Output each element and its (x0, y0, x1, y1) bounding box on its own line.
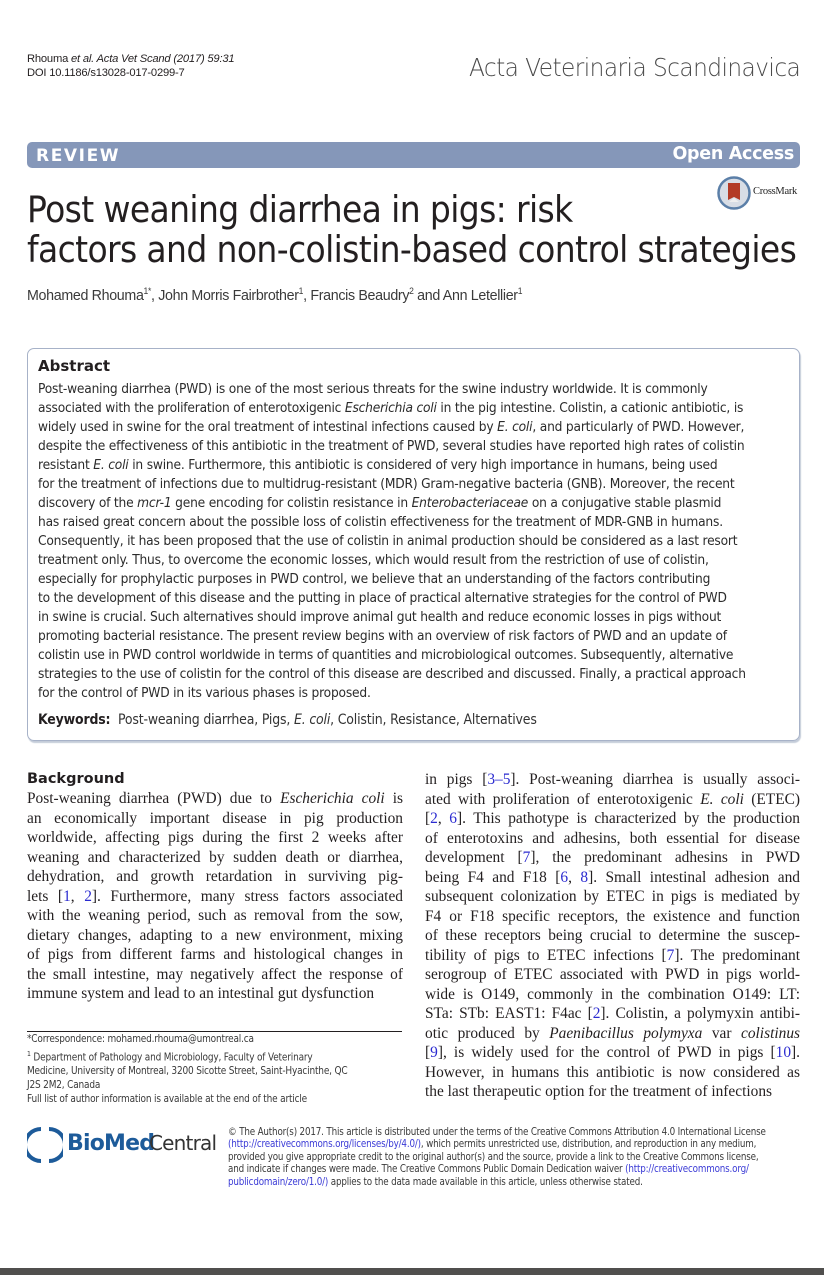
reference-link[interactable]: 2 (84, 887, 92, 905)
keyword: Pigs (261, 712, 287, 728)
text-line: STa: STb: EAST1: F4ac [2]. Colistin, a polymyxin antibi- (425, 1005, 800, 1022)
article-type-banner (27, 142, 800, 168)
text-line: serogroup of ETEC associated with PWD in pigs world- (425, 966, 800, 983)
text-line: lets [1, 2]. Furthermore, many stress factors associated (27, 887, 403, 905)
text-line: tibility of pigs to ETEC infections [7]. The predominant (425, 946, 800, 964)
italic-term: colistinus (741, 1024, 800, 1042)
text-line: dehydration, and growth retardation in surviving pig- (27, 868, 403, 885)
citation-author: Rhouma (27, 53, 71, 65)
text-line: treatment only. Thus, to overcome the economic losses, which would result from the restriction of use of colistin, (38, 552, 709, 568)
author-list: Mohamed Rhouma$^{1*}$, John Morris Fairbrother$^1$, Francis Beaudry$^2$ and Ann Letellier$^1$ (27, 286, 523, 304)
bmc-bracket-icon (27, 1126, 63, 1164)
text-line: provided you give appropriate credit to the original author(s) and the source, provide a link to the Creative Commons license, (228, 1151, 759, 1163)
text-line: Consequently, it has been proposed that the use of colistin in animal production should be considered as a last resort (38, 533, 738, 549)
text-line: despite the effectiveness of this antibiotic in the treatment of PWD, several studies have reported high rates of colistin (38, 438, 745, 454)
text-line: to the development of this disease and the putting in place of practical alternative strategies for the control of PWD (38, 590, 727, 606)
reference-link[interactable]: 3–5 (487, 771, 511, 788)
author-name[interactable]: Ann Letellier (442, 287, 518, 304)
text-line: of pigs from different farms and histological changes in (27, 946, 403, 963)
text-line: an economically important disease in pig production (27, 809, 403, 827)
reference-link[interactable]: 2 (592, 1005, 601, 1022)
author-name[interactable]: Francis Beaudry (310, 287, 410, 304)
text-line: for the treatment of infections due to multidrug-resistant (MDR) Gram-negative bacteria (GNB). Moreover, the recent (38, 476, 735, 492)
background-right-column (425, 770, 800, 1102)
text-line: publicdomain/zero/1.0/) applies to the data made available in this article, unless otherwise stated. (228, 1176, 643, 1188)
keyword: Post-weaning diarrhea (117, 712, 255, 728)
text-line: of enterotoxins and adhesins, both essential for disease (425, 829, 800, 847)
text-line: colistin use in PWD control worldwide in terms of quantities and microbiological outcomes. Subsequently, alternative (38, 647, 734, 663)
affiliation-line-3: J2S 2M2, Canada (27, 1080, 101, 1092)
keyword: Alternatives (463, 712, 537, 728)
text-line: worldwide, affecting pigs during the first 2 weeks after (27, 829, 403, 846)
text-line: of these receptors being crucial to determine the suscep- (425, 927, 800, 944)
author-affiliation: 1* (143, 286, 151, 296)
article-type-label: REVIEW (36, 146, 121, 166)
italic-term: E. coli (93, 457, 129, 473)
text-line: has raised great concern about the possible loss of colistin effectiveness for the treatment of MDR-GNB in humans. (38, 514, 723, 530)
author-affiliation: 1 (517, 286, 523, 296)
text-line: subsequent colonization by ETEC in pigs is mediated by (425, 888, 800, 905)
open-access-label: Open Access (672, 144, 794, 164)
title-line-1: Post weaning diarrhea in pigs: risk (27, 188, 573, 231)
license-link[interactable]: (http://creativecommons.org/ (625, 1164, 749, 1176)
author-affiliation: 1 (298, 286, 304, 296)
abstract-box (27, 348, 800, 741)
affiliation-line-1: $^1$ Department of Pathology and Microbiology, Faculty of Veterinary (27, 1050, 313, 1064)
text-line: discovery of the mcr-1 gene encoding for colistin resistance in Enterobacteriaceae on a conjugative stable plasmid (38, 495, 722, 511)
doi[interactable]: DOI 10.1186/s13028-017-0299-7 (27, 67, 185, 79)
author-info-note: Full list of author information is available at the end of the article (27, 1094, 308, 1106)
text-line: promoting bacterial resistance. The present review begins with an overview of risk factors of PWD and an update of (38, 628, 727, 644)
text-line: immune system and lead to an intestinal gut dysfunction (27, 985, 375, 1002)
correspondence[interactable]: *Correspondence: mohamed.rhouma@umontreal.ca (27, 1034, 254, 1045)
text-line: being F4 and F18 [6, 8]. Small intestinal adhesion and (425, 868, 800, 886)
reference-link[interactable]: 9 (430, 1044, 438, 1061)
text-line: ated with proliferation of enterotoxigenic E. coli (ETEC) (425, 790, 800, 808)
reference-link[interactable]: 6 (449, 810, 457, 827)
affiliation-line-2: Medicine, University of Montreal, 3200 Sicotte Street, Saint-Hyacinthe, QC (27, 1066, 348, 1078)
text-line: otic produced by Paenibacillus polymyxa var colistinus (425, 1024, 800, 1042)
license-link[interactable]: publicdomain/zero/1.0/) (228, 1176, 329, 1188)
text-line: widely used in swine for the oral treatment of intestinal infections caused by E. coli, and particularly of PWD. However, (38, 419, 745, 435)
reference-link[interactable]: 10 (775, 1044, 792, 1061)
text-line: and indicate if changes were made. The Creative Commons Public Domain Dedication waiver (http://creativecommons.org/ (228, 1164, 749, 1176)
keywords-list: Post-weaning diarrhea, Pigs, E. coli, Colistin, Resistance, Alternatives (117, 712, 537, 728)
keyword: E. coli (293, 712, 331, 728)
text-line: the small intestine, may negatively affect the response of (27, 965, 403, 983)
citation-journal: et al. Acta Vet Scand (2017) 59:31 (71, 53, 235, 65)
text-line: for the control of PWD in its various phases is proposed. (38, 685, 371, 701)
author-name[interactable]: John Morris Fairbrother (158, 287, 299, 304)
text-line: strategies to the use of colistin for the control of this disease are described and discussed. Finally, a practical approach (38, 666, 746, 682)
reference-link[interactable]: 1 (63, 887, 71, 905)
text-line: F4 or F18 specific receptors, the existence and function (425, 907, 800, 925)
crossmark-label: CrossMark (753, 186, 797, 197)
keywords-label: Keywords: (38, 712, 111, 728)
text-line: especially for prophylactic purposes in PWD control, we believe that an understanding of the factors contributing (38, 571, 711, 587)
reference-link[interactable]: 2 (430, 810, 438, 827)
text-line: resistant E. coli in swine. Furthermore, this antibiotic is considered of very high importance in humans, being used (38, 457, 718, 473)
text-line: development [7], the predominant adhesins in PWD (425, 849, 800, 866)
abstract-heading: Abstract (38, 357, 111, 375)
text-line: Post-weaning diarrhea (PWD) due to Escherichia coli is (27, 790, 404, 807)
text-line: (http://creativecommons.org/licenses/by/4.0/), which permits unrestricted use, distribution, and reproduction in any medium, (228, 1139, 757, 1151)
text-line: However, in humans this antibiotic is now considered as (425, 1063, 800, 1081)
text-line: Post-weaning diarrhea (PWD) is one of the most serious threats for the swine industry worldwide. It is commonly (38, 381, 708, 397)
license-link[interactable]: (http://creativecommons.org/licenses/by/4.0/) (228, 1139, 421, 1151)
text-line: wide is O149, commonly in the combination O149: LT: (425, 985, 800, 1003)
italic-term: mcr-1 (137, 495, 172, 511)
text-line: © The Author(s) 2017. This article is distributed under the terms of the Creative Commons Attribution 4.0 International License (228, 1127, 766, 1138)
text-line: dietary changes, adapting to a new environment, mixing (27, 926, 403, 944)
reference-link[interactable]: 7 (666, 946, 675, 964)
author-affiliation: 2 (409, 286, 414, 296)
text-line: associated with the proliferation of enterotoxigenic Escherichia coli in the pig intestine. Colistin, a cationic antibiotic, is (38, 400, 744, 416)
footnote-divider (27, 1031, 402, 1032)
journal-name: Acta Veterinaria Scandinavica (468, 53, 800, 82)
citation-line (27, 52, 234, 66)
abstract-text (38, 380, 800, 703)
text-line: [2, 6]. This pathotype is characterized by the production (425, 810, 800, 827)
viewer-bottom-bar (0, 1268, 824, 1275)
italic-term: E. coli (497, 419, 533, 435)
reference-link[interactable]: 7 (522, 849, 531, 866)
text-line: in swine is crucial. Such alternatives should improve animal gut health and reduce economic losses in pigs without (38, 609, 722, 625)
bmc-logo-bold: BioMed (67, 1131, 155, 1156)
italic-term: Enterobacteriaceae (411, 495, 529, 511)
reference-link[interactable]: 6 (560, 868, 569, 886)
reference-link[interactable]: 8 (580, 868, 589, 886)
background-right-text (425, 770, 800, 1102)
italic-term: Escherichia coli (280, 790, 385, 807)
keywords (38, 712, 537, 728)
footnotes (27, 1033, 414, 1107)
italic-term: E. coli (700, 790, 744, 808)
background-left-text (27, 789, 403, 1004)
license-text (228, 1127, 813, 1189)
keyword: Resistance (390, 712, 456, 728)
author-name[interactable]: Mohamed Rhouma (27, 287, 144, 304)
italic-term: Paenibacillus polymyxa (549, 1024, 703, 1042)
text-line: weaning and characterized by sudden death or diarrhea, (27, 848, 403, 866)
italic-term: Escherichia coli (344, 400, 437, 416)
title-line-2: factors and non-colistin-based control strategies (27, 228, 797, 271)
text-line: [9], is widely used for the control of PWD in pigs [10]. (425, 1044, 800, 1061)
text-line: with the weaning period, such as removal from the sow, (27, 907, 403, 924)
background-left-column (27, 770, 403, 1004)
text-line: the last therapeutic option for the treatment of infections (425, 1083, 773, 1100)
keyword: Colistin (337, 712, 383, 728)
background-heading: Background (27, 771, 125, 787)
text-line: in pigs [3–5]. Post-weaning diarrhea is usually associ- (425, 771, 800, 788)
biomed-central-logo[interactable] (27, 1126, 217, 1166)
bmc-logo-regular: Central (149, 1131, 217, 1155)
